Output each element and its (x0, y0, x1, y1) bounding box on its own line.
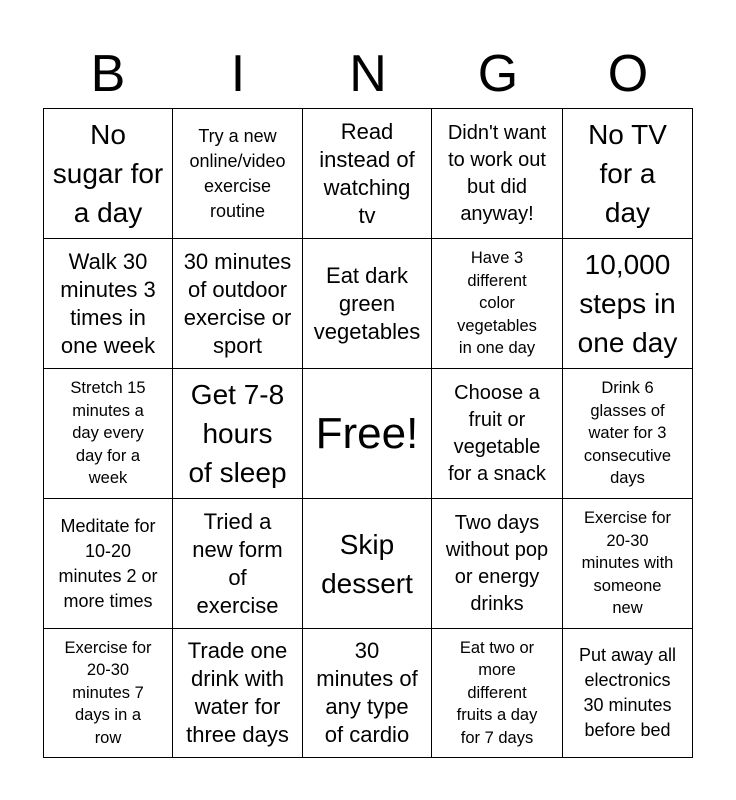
cell-text: No TV for a day (588, 119, 667, 228)
bingo-cell-r1-c3[interactable] (303, 109, 432, 239)
bingo-cell-r5-c1[interactable] (44, 629, 173, 757)
bingo-cell-r2-c3[interactable] (303, 239, 432, 369)
bingo-board (43, 108, 693, 758)
bingo-cell-r4-c3[interactable] (303, 499, 432, 629)
cell-text: Skip dessert (321, 528, 413, 599)
cell-text: Eat dark green vegetables (313, 262, 421, 344)
bingo-cell-r2-c5[interactable] (563, 239, 692, 369)
header-letter-g: G (477, 45, 519, 103)
bingo-cell-r3-c4[interactable] (432, 369, 563, 499)
cell-text: Choose a fruit or vegetable for a snack (448, 381, 546, 485)
cell-text: Drink 6 glasses of water for 3 consecutive days (583, 379, 672, 488)
cell-text: Try a new online/video exercise routine (189, 125, 286, 221)
bingo-cell-r2-c1[interactable] (44, 239, 173, 369)
bingo-cell-r3-c3-free[interactable] (303, 369, 432, 499)
bingo-cell-r1-c4[interactable] (432, 109, 563, 239)
cell-text: 30 minutes of outdoor exercise or sport (183, 248, 292, 358)
cell-text: 10,000 steps in one day (577, 249, 678, 358)
cell-text: Exercise for 20-30 minutes with someone new (581, 509, 674, 618)
cell-text: Read instead of watching tv (319, 118, 415, 228)
bingo-cell-r4-c5[interactable] (563, 499, 692, 629)
cell-text: Get 7-8 hours of sleep (188, 379, 287, 488)
bingo-cell-r3-c1[interactable] (44, 369, 173, 499)
cell-text: Tried a new form of exercise (192, 508, 283, 618)
cell-text: Put away all electronics 30 minutes before bed (578, 645, 677, 740)
cell-text: 30 minutes of any type of cardio (316, 638, 418, 747)
bingo-header (43, 40, 693, 108)
cell-text: Eat two or more different fruits a day for 7 days (456, 638, 538, 747)
bingo-cell-r2-c2[interactable] (173, 239, 303, 369)
cell-text: Exercise for 20-30 minutes 7 days in a row (64, 638, 152, 747)
cell-text: Have 3 different color vegetables in one day (457, 249, 537, 358)
bingo-cell-r3-c2[interactable] (173, 369, 303, 499)
bingo-cell-r3-c5[interactable] (563, 369, 692, 499)
bingo-cell-r2-c4[interactable] (432, 239, 563, 369)
header-letter-b: B (90, 45, 126, 103)
header-letter-o: O (607, 45, 649, 103)
bingo-cell-r1-c1[interactable] (44, 109, 173, 239)
cell-text: Trade one drink with water for three days (186, 638, 289, 747)
free-space-text: Free! (315, 408, 419, 458)
cell-text: No sugar for a day (52, 119, 164, 228)
bingo-cell-r4-c4[interactable] (432, 499, 563, 629)
bingo-cell-r4-c2[interactable] (173, 499, 303, 629)
bingo-cell-r1-c5[interactable] (563, 109, 692, 239)
bingo-cell-r5-c4[interactable] (432, 629, 563, 757)
cell-text: Meditate for 10-20 minutes 2 or more times (58, 515, 158, 611)
cell-text: Didn't want to work out but did anyway! (447, 121, 547, 225)
bingo-cell-r5-c5[interactable] (563, 629, 692, 757)
cell-text: Walk 30 minutes 3 times in one week (60, 248, 156, 358)
header-letter-i: I (230, 45, 246, 103)
header-letter-n: N (349, 45, 387, 103)
bingo-cell-r1-c2[interactable] (173, 109, 303, 239)
cell-text: Stretch 15 minutes a day every day for a week (70, 379, 146, 488)
bingo-cell-r4-c1[interactable] (44, 499, 173, 629)
bingo-cell-r5-c3[interactable] (303, 629, 432, 757)
bingo-cell-r5-c2[interactable] (173, 629, 303, 757)
cell-text: Two days without pop or energy drinks (445, 511, 549, 615)
